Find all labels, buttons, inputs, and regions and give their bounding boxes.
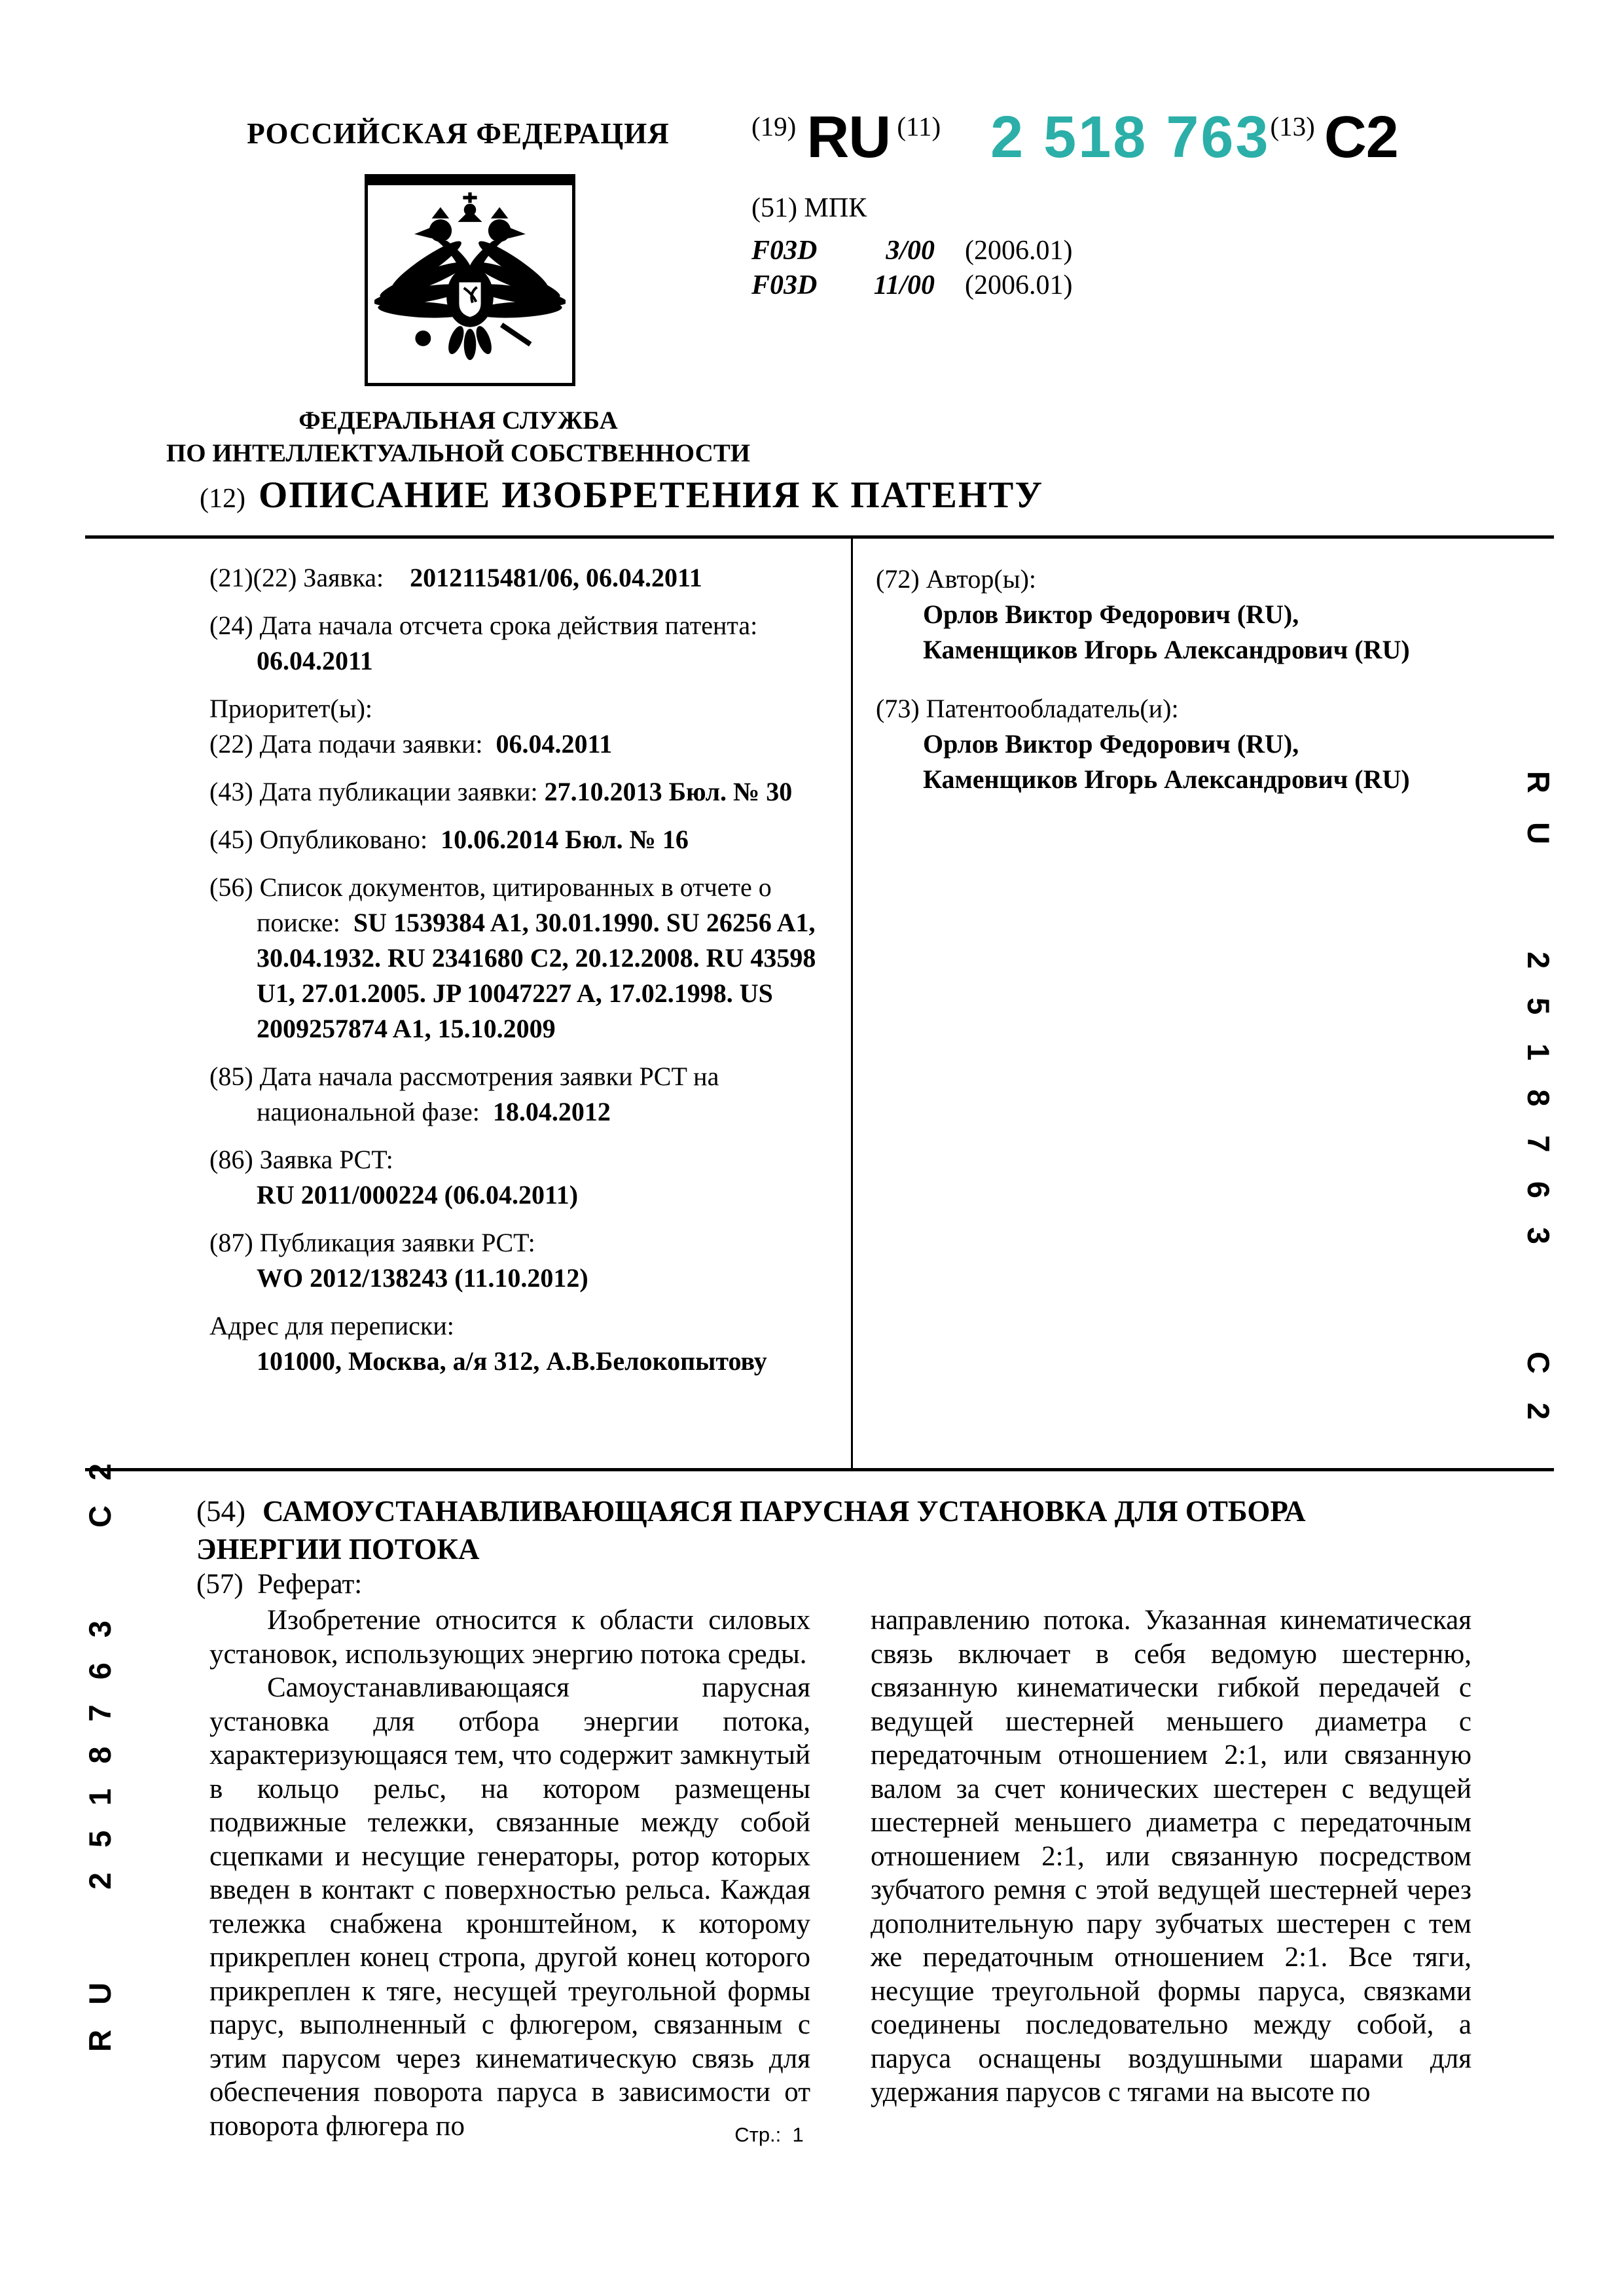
field-filing-date [209, 726, 843, 762]
field-authors [876, 562, 1465, 668]
page-number: Стр.: 1 [734, 2123, 804, 2146]
field-application-value: 2012115481/06, 06.04.2011 [410, 563, 702, 592]
section-divider-line [85, 1468, 1554, 1471]
field-application-label: (21)(22) Заявка: [209, 563, 384, 592]
field-published-value: 10.06.2014 Бюл. № 16 [441, 825, 689, 854]
field-citations [209, 870, 843, 1047]
abstract-column-2 [871, 1604, 1471, 2109]
right-margin-patent-number [1500, 771, 1557, 1602]
field-pct-national-phase-label: (85) Дата начала рассмотрения заявки PCT на национальной фазе: [209, 1062, 719, 1126]
code-54-label: (54) [196, 1495, 245, 1528]
code-13-label: (13) [1270, 111, 1315, 141]
author-name-2: Каменщиков Игорь Александрович (RU) [923, 635, 1410, 664]
country-name: РОССИЙСКАЯ ФЕДЕРАЦИЯ [247, 117, 670, 150]
field-term-start-value: 06.04.2011 [257, 646, 373, 675]
field-pct-application-value: RU 2011/000224 (06.04.2011) [257, 1180, 579, 1210]
publication-number: 2 518 763 [990, 105, 1271, 170]
field-term-start-label: (24) Дата начала отсчета срока действия патента: [209, 611, 758, 640]
abstract-column-1 [209, 1604, 810, 2143]
ipc-label: (51) МПК [751, 193, 867, 223]
field-application-publication-label: (43) Дата публикации заявки: [209, 777, 538, 806]
abstract-paragraph-2: Самоустанавливающаяся парусная установка для отбора энергии потока, характеризующаяся тем, что содержит замкнутый в кольцо рельс, на котором размещены подвижные тележки, связанные между собой сцепками и несущие генераторы, ротор которых введен в контакт с поверхностью рельса. Каждая тележка снабжена кронштейном, к которому прикреплен конец стропа, другой конец которого прикреплен к тяге, несущей треугольной формы парус, выполненный с флюгером, связанным с этим парусом через кинематическую связь для обеспечения поворота паруса в зависимости от поворота флюгера по [209, 1672, 810, 2142]
coat-of-arms-box [365, 174, 575, 386]
document-type-title [200, 474, 1043, 516]
field-filing-date-value: 06.04.2011 [496, 729, 613, 759]
field-pct-national-phase-value: 18.04.2012 [492, 1097, 611, 1126]
field-filing-date-label: (22) Дата подачи заявки: [209, 729, 483, 759]
biblio-left-column [209, 560, 843, 1391]
left-margin-country-code: RU [82, 1958, 117, 2052]
field-application-publication [209, 774, 843, 810]
field-published-label: (45) Опубликовано: [209, 825, 428, 854]
ipc2-group: 11/00 [873, 270, 935, 300]
right-margin-number: 2518763 [1521, 951, 1556, 1273]
field-citations-value: SU 1539384 A1, 30.01.1990. SU 26256 A1, 30.04.1932. RU 2341680 C2, 20.12.2008. RU 43598 U1, 27.01.2005. JP 10047227 A, 17.02.1998. US 2009257874 A1, 15.10.2009 [257, 908, 816, 1043]
invention-title: САМОУСТАНАВЛИВАЮЩАЯСЯ ПАРУСНАЯ УСТАНОВКА ДЛЯ ОТБОРА ЭНЕРГИИ ПОТОКА [196, 1495, 1306, 1566]
holder-name-1: Орлов Виктор Федорович (RU), [923, 729, 1299, 759]
right-margin-kind-code: C2 [1521, 1351, 1556, 1448]
field-published [209, 822, 843, 857]
office-name-line1: ФЕДЕРАЛЬНАЯ СЛУЖБА [298, 406, 618, 435]
field-correspondence-address [209, 1308, 843, 1379]
publication-codes-row [751, 105, 1398, 170]
field-authors-label: (72) Автор(ы): [876, 564, 1036, 594]
russian-coat-of-arms-icon [374, 190, 566, 378]
field-pct-application-label: (86) Заявка PCT: [209, 1145, 393, 1174]
field-priority-label: Приоритет(ы): [209, 694, 373, 723]
document-type-text: ОПИСАНИЕ ИЗОБРЕТЕНИЯ К ПАТЕНТУ [258, 475, 1044, 516]
ipc2-date: (2006.01) [965, 270, 1073, 300]
field-citations-label: (56) Список документов, цитированных в отчете о поиске: [209, 872, 772, 937]
left-margin-patent-number [82, 1299, 138, 2052]
field-priority [209, 691, 843, 726]
field-patent-holders-label: (73) Патентообладатель(и): [876, 694, 1179, 723]
country-code: RU [806, 105, 891, 170]
field-correspondence-address-value: 101000, Москва, а/я 312, А.В.Белокопытову [257, 1346, 767, 1376]
code-12-label: (12) [200, 484, 245, 514]
holder-name-2: Каменщиков Игорь Александрович (RU) [923, 764, 1410, 794]
left-margin-kind-code: C2 [82, 1439, 117, 1528]
ipc-entry-1 [751, 234, 1072, 268]
ipc1-group: 3/00 [886, 236, 935, 266]
ipc-section [751, 191, 1072, 303]
code-11-label: (11) [897, 111, 941, 141]
ipc2-class: F03D [751, 270, 818, 300]
author-name-1: Орлов Виктор Федорович (RU), [923, 600, 1299, 629]
ipc1-class: F03D [751, 236, 818, 266]
right-margin-country-code: RU [1521, 771, 1556, 873]
abstract-label: (57) Реферат: [196, 1569, 363, 1600]
kind-code: C2 [1324, 105, 1398, 170]
left-margin-number: 2518763 [82, 1596, 117, 1890]
field-pct-publication-label: (87) Публикация заявки PCT: [209, 1228, 535, 1257]
field-correspondence-address-label: Адрес для переписки: [209, 1311, 454, 1340]
field-term-start [209, 608, 843, 679]
biblio-right-column [876, 562, 1465, 810]
field-application-publication-value: 27.10.2013 Бюл. № 30 [544, 777, 793, 806]
ipc-entry-2 [751, 268, 1072, 303]
field-pct-publication-value: WO 2012/138243 (11.10.2012) [257, 1263, 588, 1293]
column-divider-line [851, 535, 853, 1468]
header-divider-line [85, 535, 1554, 539]
field-pct-application [209, 1142, 843, 1213]
code-19-label: (19) [751, 111, 797, 141]
office-name-line2: ПО ИНТЕЛЛЕКТУАЛЬНОЙ СОБСТВЕННОСТИ [166, 439, 751, 467]
field-pct-national-phase [209, 1059, 843, 1130]
abstract-paragraph-2-continued: направлению потока. Указанная кинематическая связь включает в себя ведомую шестерню, связанную кинематически гибкой передачей с ведущей шестерней меньшего диаметра с передаточным отношением 2:1, или связанную валом за счет конических шестерен с ведущей шестерней меньшего диаметра с передаточным отношением 2:1, или связанную посредством зубчатого ремня с этой ведущей шестерней через дополнительную пару зубчатых шестерен с тем же передаточным отношением 2:1. Все тяги, несущие треугольной формы паруса, связками соединены последовательно между собой, а паруса оснащены воздушными шарами для удержания парусов с тягами на высоте по [871, 1605, 1471, 2108]
field-pct-publication [209, 1225, 843, 1296]
invention-title-block [196, 1492, 1434, 1568]
field-application [209, 560, 843, 596]
ipc1-date: (2006.01) [965, 236, 1073, 266]
field-patent-holders [876, 691, 1465, 797]
abstract-paragraph-1: Изобретение относится к области силовых установок, использующих энергию потока среды. [209, 1605, 810, 1670]
